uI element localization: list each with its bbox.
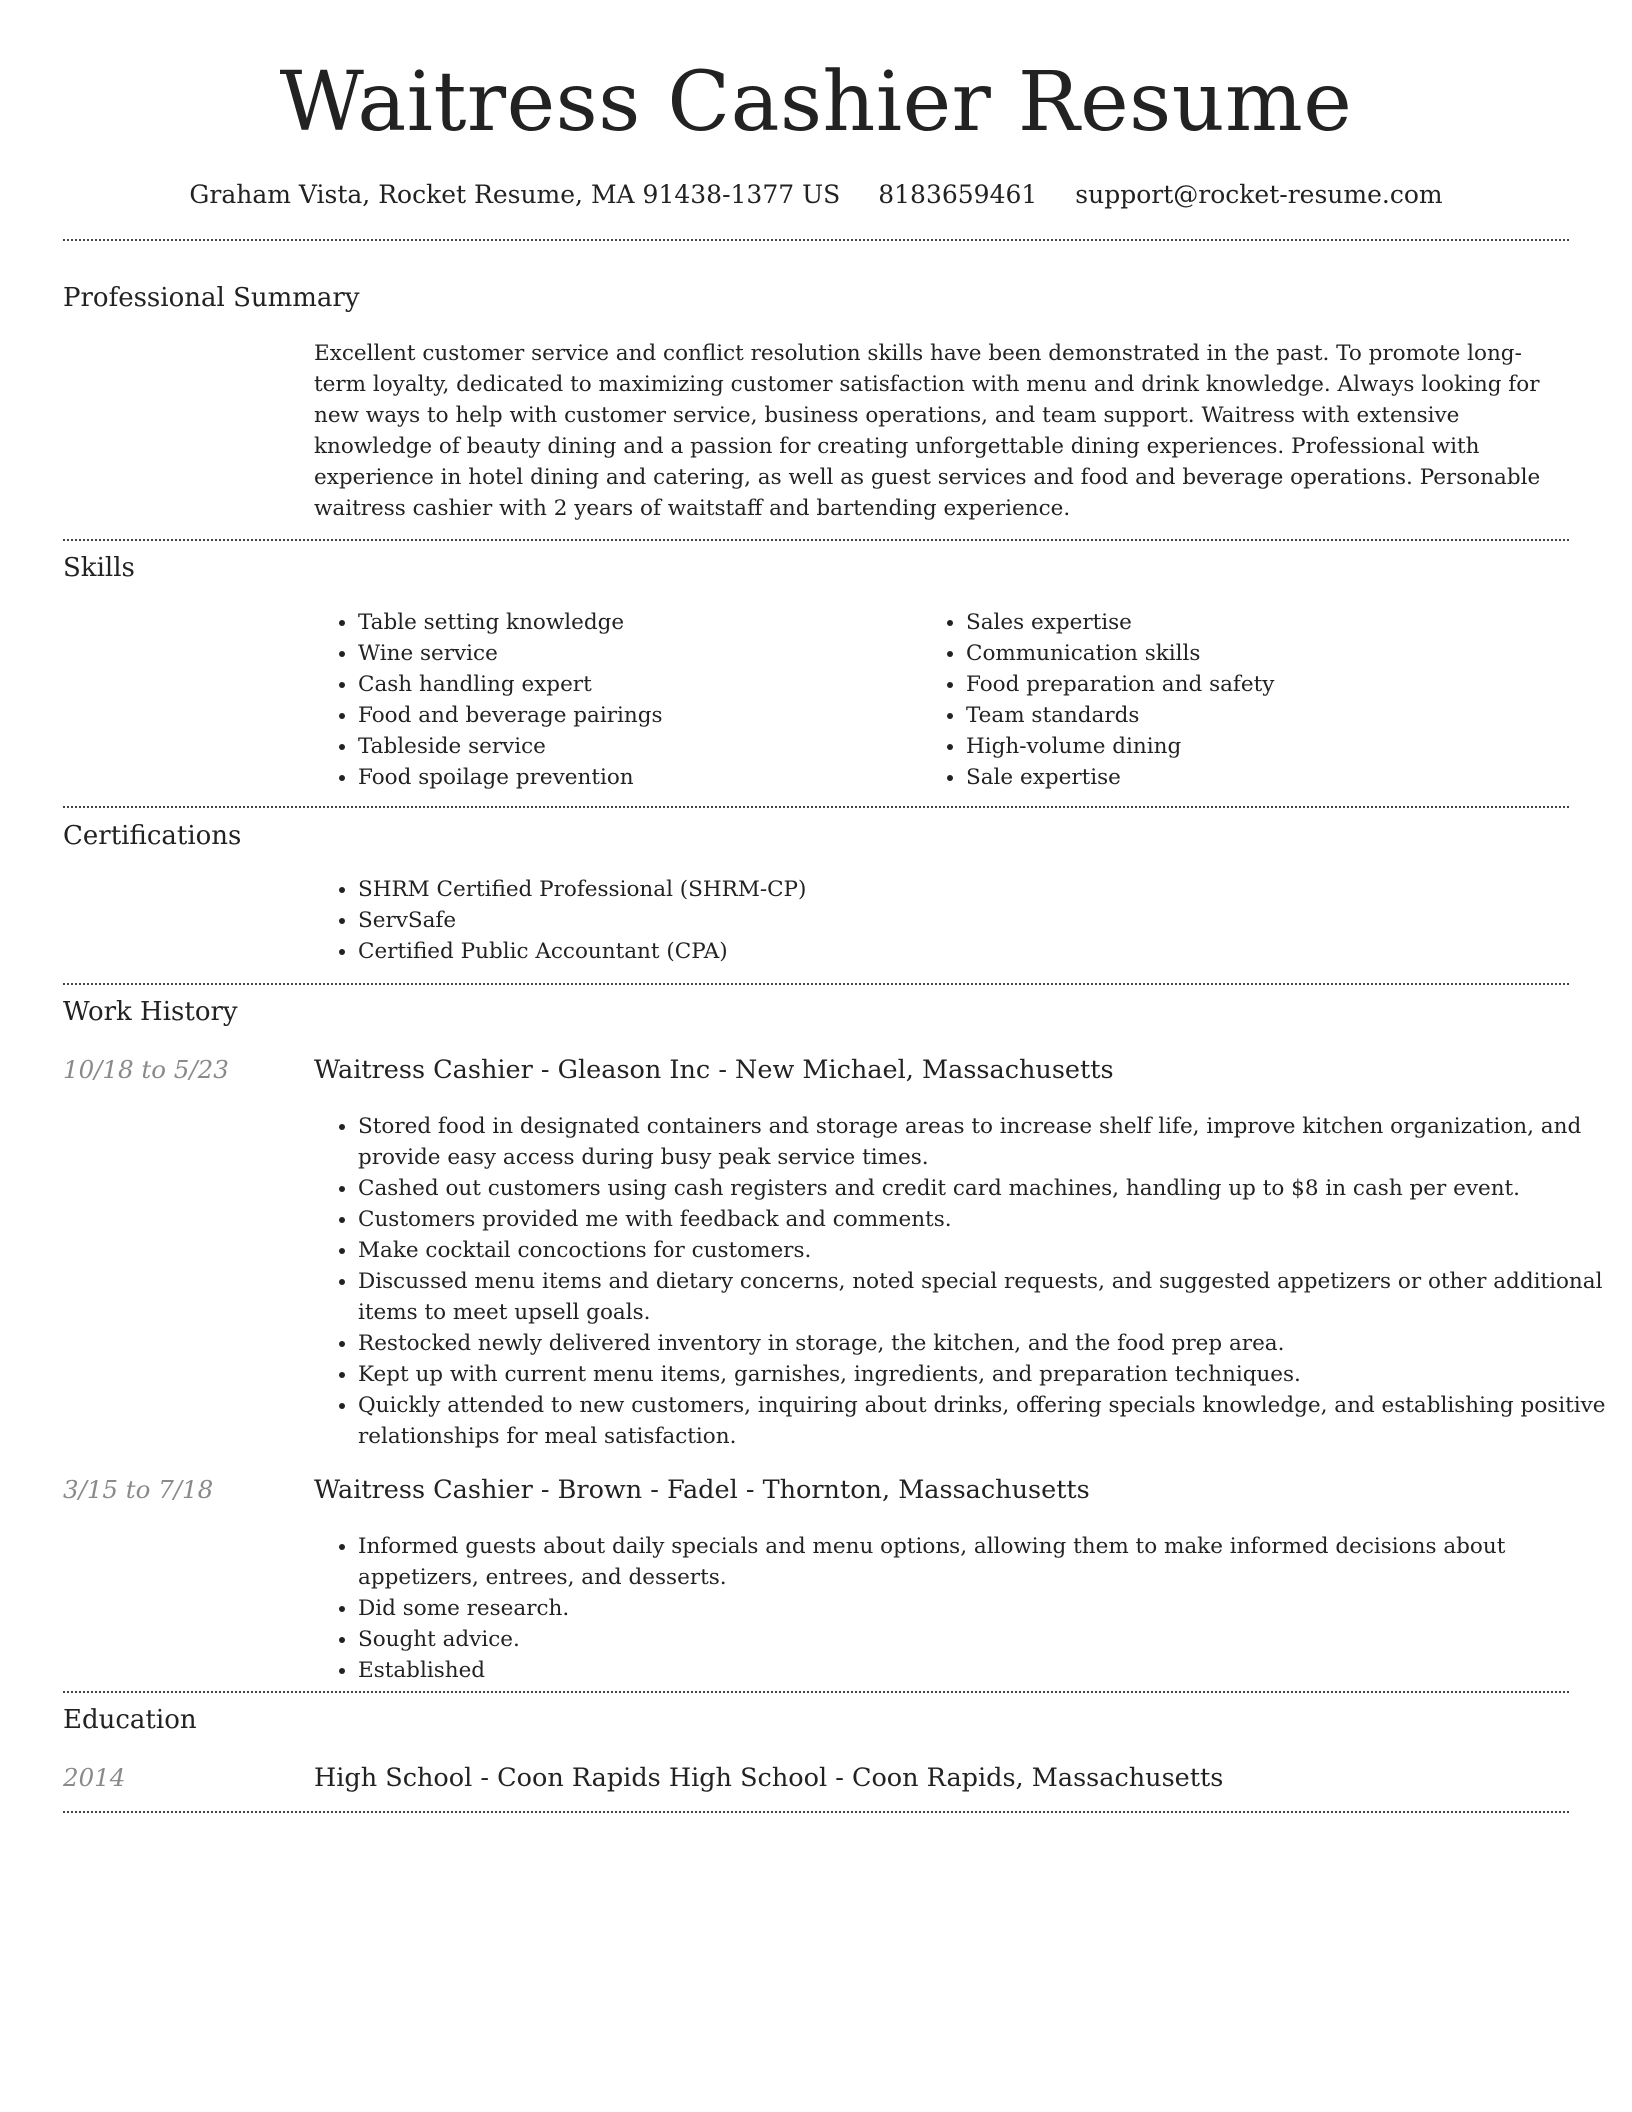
resume-header [0, 48, 1632, 212]
certification-item: • SHRM Certified Professional (SHRM-CP) [358, 874, 1614, 905]
skill-item: • Food spoilage prevention [358, 762, 918, 793]
education-heading: Education [63, 1705, 197, 1735]
job-dates: 10/18 to 5/23 [63, 1055, 229, 1084]
section-divider [63, 1691, 1569, 1693]
contact-address: Graham Vista, Rocket Resume, MA 91438-1377 US [189, 180, 841, 209]
job-bullet: • Cashed out customers using cash registers and credit card machines, handling up to $8 in cash per event. [358, 1173, 1614, 1204]
job-bullet: • Informed guests about daily specials and menu options, allowing them to make informed decisions about appetizers, entrees, and desserts. [358, 1531, 1614, 1593]
job-bullet: • Restocked newly delivered inventory in storage, the kitchen, and the food prep area. [358, 1328, 1614, 1359]
skill-item: • Food preparation and safety [966, 669, 1586, 700]
skill-item: • Communication skills [966, 638, 1586, 669]
summary-heading: Professional Summary [63, 283, 360, 313]
resume-title: Waitress Cashier Resume [279, 55, 1353, 150]
skill-item: • Table setting knowledge [358, 607, 918, 638]
job-bullet: • Did some research. [358, 1593, 1614, 1624]
job-bullet: • Discussed menu items and dietary concerns, noted special requests, and suggested appetizers or other additional items to meet upsell goals. [358, 1266, 1614, 1328]
skill-item: • Food and beverage pairings [358, 700, 918, 731]
job-bullet: • Kept up with current menu items, garnishes, ingredients, and preparation techniques. [358, 1359, 1614, 1390]
skills-heading: Skills [63, 553, 135, 583]
certification-item: • Certified Public Accountant (CPA) [358, 936, 1614, 967]
skill-item: • Cash handling expert [358, 669, 918, 700]
job-bullets [314, 1111, 1614, 1452]
skill-item: • Sale expertise [966, 762, 1586, 793]
job-title-line: Waitress Cashier - Brown - Fadel - Thornton, Massachusetts [314, 1475, 1090, 1505]
section-divider [63, 983, 1569, 985]
section-divider [63, 539, 1569, 541]
job-bullet: • Make cocktail concoctions for customers. [358, 1235, 1614, 1266]
skill-item: • Wine service [358, 638, 918, 669]
job-title-line: Waitress Cashier - Gleason Inc - New Michael, Massachusetts [314, 1055, 1114, 1085]
work-history-heading: Work History [63, 997, 238, 1027]
education-entry: High School - Coon Rapids High School - Coon Rapids, Massachusetts [314, 1763, 1224, 1793]
certification-item: • ServSafe [358, 905, 1614, 936]
education-year: 2014 [63, 1763, 126, 1792]
contact-line [0, 178, 1632, 212]
skill-item: • Sales expertise [966, 607, 1586, 638]
section-divider [63, 239, 1569, 241]
section-divider [63, 806, 1569, 808]
contact-phone: 8183659461 [878, 180, 1038, 209]
skills-list-left [314, 607, 918, 793]
certifications-list [314, 874, 1614, 967]
job-dates: 3/15 to 7/18 [63, 1475, 214, 1504]
certifications-heading: Certifications [63, 821, 242, 851]
contact-email: support@rocket-resume.com [1075, 180, 1443, 209]
job-bullet: • Quickly attended to new customers, inquiring about drinks, offering specials knowledge, and establishing positive relationships for meal satisfaction. [358, 1390, 1614, 1452]
skills-list-right [922, 607, 1586, 793]
skill-item: • High-volume dining [966, 731, 1586, 762]
skill-item: • Tableside service [358, 731, 918, 762]
section-divider [63, 1811, 1569, 1813]
skill-item: • Team standards [966, 700, 1586, 731]
summary-text: Excellent customer service and conflict resolution skills have been demonstrated in the past. To promote long-term loyalty, dedicated to maximizing customer satisfaction with menu and drink knowledge. Always looking for new ways to help with customer service, business operations, and team support. Waitress with extensive knowledge of beauty dining and a passion for creating unforgettable dining experiences. Professional with experience in hotel dining and catering, as well as guest services and food and beverage operations. Personable waitress cashier with 2 years of waitstaff and bartending experience. [314, 341, 1541, 521]
job-bullet: • Customers provided me with feedback and comments. [358, 1204, 1614, 1235]
job-bullet: • Sought advice. [358, 1624, 1614, 1655]
job-bullet: • Established [358, 1655, 1614, 1686]
job-bullets [314, 1531, 1614, 1686]
job-bullet: • Stored food in designated containers and storage areas to increase shelf life, improve kitchen organization, and provide easy access during busy peak service times. [358, 1111, 1614, 1173]
